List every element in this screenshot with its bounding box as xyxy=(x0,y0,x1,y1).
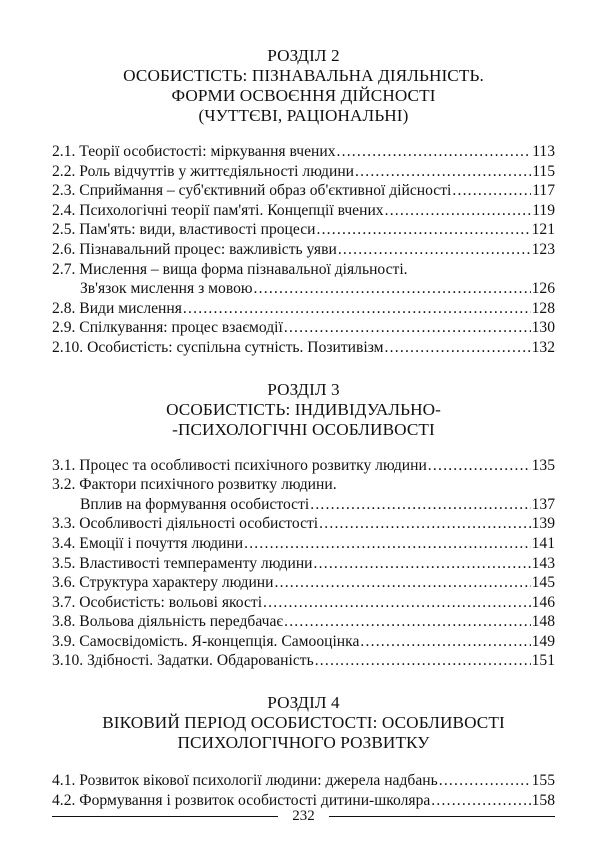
toc-entry-page: 121 xyxy=(531,221,555,239)
toc-entry[interactable] xyxy=(52,475,555,495)
dot-leader xyxy=(319,514,530,534)
toc-entry-page: 143 xyxy=(531,554,555,572)
toc-entry-title: 3.9. Самосвідомість. Я-концепція. Самооцінка xyxy=(52,632,360,650)
toc-entry-title: 4.2. Формування і розвиток особистості дитини-школяра xyxy=(52,791,431,809)
section-title-line: ПСИХОЛОГІЧНОГО РОЗВИТКУ xyxy=(177,733,430,753)
page-footer xyxy=(52,808,555,825)
toc-entry[interactable] xyxy=(52,299,555,319)
toc-entry[interactable] xyxy=(52,162,555,182)
toc-entry-title: Вплив на формування особистості xyxy=(80,495,310,513)
toc-list xyxy=(52,771,555,810)
section-title-line: ОСОБИСТІСТЬ: ПІЗНАВАЛЬНА ДІЯЛЬНІСТЬ. xyxy=(123,66,484,85)
dot-leader xyxy=(439,771,531,791)
toc-entry-title: 3.8. Вольова діяльність передбачає xyxy=(52,613,284,631)
toc-entry-title: 3.7. Особистість: вольові якості xyxy=(52,593,263,611)
toc-list xyxy=(52,456,555,672)
toc-entry-title: 2.6. Пізнавальний процес: важливість уяви xyxy=(52,240,337,258)
toc-entry-page: 135 xyxy=(531,456,555,474)
toc-entry[interactable] xyxy=(52,573,555,593)
dot-leader xyxy=(385,338,531,358)
toc-entry-page: 115 xyxy=(532,162,555,180)
toc-entry-title: 2.2. Роль відчуттів у життєдіяльності людини xyxy=(52,162,355,180)
section-number: РОЗДІЛ 2 xyxy=(267,46,340,65)
toc-entry-title: 3.1. Процес та особливості психічного розвитку людини xyxy=(52,456,427,474)
dot-leader xyxy=(337,142,532,162)
section-number: РОЗДІЛ 3 xyxy=(267,379,340,399)
toc-entry-title: 2.3. Сприймання – суб'єктивний образ об'єктивної дійсності xyxy=(52,182,452,200)
toc-entry-page: 149 xyxy=(531,632,555,650)
toc-entry-page: 113 xyxy=(532,143,555,160)
section-heading xyxy=(52,46,555,126)
section-title-line: ВІКОВИЙ ПЕРІОД ОСОБИСТОСТІ: ОСОБЛИВОСТІ xyxy=(102,713,505,733)
section-heading xyxy=(52,693,555,753)
toc-entry-continuation[interactable] xyxy=(52,279,555,299)
toc-entry-title: 2.5. Пам'ять: види, властивості процеси xyxy=(52,221,316,239)
dot-leader xyxy=(452,181,531,201)
toc-entry-page: 137 xyxy=(531,495,555,513)
section-title-line: -ПСИХОЛОГІЧНІ ОСОБЛИВОСТІ xyxy=(172,419,435,439)
toc-entry-page: 148 xyxy=(531,613,555,631)
toc-entry-title: 2.8. Види мислення xyxy=(52,299,182,317)
toc-entry-page: 132 xyxy=(531,338,555,356)
toc-entry-title: 2.4. Психологічні теорії пам'яті. Концепції вчених xyxy=(52,201,384,219)
toc-entry-page: 117 xyxy=(532,182,555,200)
toc-entry[interactable] xyxy=(52,632,555,652)
toc-entry-page: 128 xyxy=(531,299,555,317)
dot-leader xyxy=(254,279,531,299)
dot-leader xyxy=(385,201,532,221)
toc-entry-continuation[interactable] xyxy=(52,495,555,515)
section-title-line: ОСОБИСТІСТЬ: ІНДИВІДУАЛЬНО- xyxy=(166,399,441,419)
dot-leader xyxy=(316,220,530,240)
page-number: 232 xyxy=(292,808,315,824)
toc-entry[interactable] xyxy=(52,338,555,358)
toc-list xyxy=(52,142,555,358)
toc-entry[interactable] xyxy=(52,771,555,791)
section-2 xyxy=(52,0,555,358)
dot-leader xyxy=(284,318,531,338)
toc-entry-title: 2.7. Мислення – вища форма пізнавальної діяльності. xyxy=(52,260,408,278)
dot-leader xyxy=(360,632,530,652)
dot-leader xyxy=(244,534,531,554)
toc-entry-page: 141 xyxy=(531,534,555,552)
toc-entry-page: 126 xyxy=(531,280,555,298)
toc-entry[interactable] xyxy=(52,593,555,613)
toc-entry-title: 2.10. Особистість: суспільна сутність. Позитивізм xyxy=(52,338,384,356)
toc-entry[interactable] xyxy=(52,181,555,201)
toc-entry-title: 2.9. Спілкування: процес взаємодії xyxy=(52,319,283,337)
toc-entry-page: 155 xyxy=(531,772,555,790)
toc-entry-title: Зв'язок мислення з мовою xyxy=(80,280,253,298)
footer-rule-right xyxy=(329,816,555,817)
toc-entry-page: 123 xyxy=(531,240,555,258)
section-title-line: ФОРМИ ОСВОЄННЯ ДІЙСНОСТІ xyxy=(171,86,436,105)
toc-entry[interactable] xyxy=(52,456,555,476)
toc-entry-page: 145 xyxy=(531,574,555,592)
dot-leader xyxy=(310,495,530,515)
toc-entry-page: 158 xyxy=(531,791,555,809)
dot-leader xyxy=(263,593,531,613)
section-3 xyxy=(52,380,555,672)
toc-entry-page: 130 xyxy=(531,319,555,337)
toc-entry[interactable] xyxy=(52,260,555,280)
toc-entry-title: 3.3. Особливості діяльності особистості xyxy=(52,515,319,533)
dot-leader xyxy=(314,554,531,574)
toc-entry[interactable] xyxy=(52,240,555,260)
dot-leader xyxy=(315,651,531,671)
dot-leader xyxy=(428,456,531,476)
toc-entry[interactable] xyxy=(52,318,555,338)
toc-entry[interactable] xyxy=(52,612,555,632)
footer-rule-left xyxy=(52,816,278,817)
section-title-line: (ЧУТТЄВІ, РАЦІОНАЛЬНІ) xyxy=(198,106,409,125)
dot-leader xyxy=(275,573,531,593)
toc-entry-page: 139 xyxy=(531,515,555,533)
toc-entry[interactable] xyxy=(52,651,555,671)
section-heading xyxy=(52,380,555,440)
toc-entry-page: 151 xyxy=(531,652,555,670)
toc-entry-title: 3.2. Фактори психічного розвитку людини. xyxy=(52,476,337,494)
dot-leader xyxy=(284,612,531,632)
section-4 xyxy=(52,693,555,810)
toc-entry-title: 3.4. Емоції і почуття людини xyxy=(52,534,244,552)
dot-leader xyxy=(183,299,531,319)
toc-entry-title: 2.1. Теорії особистості: міркування вчених xyxy=(52,143,336,160)
toc-entry-page: 146 xyxy=(531,593,555,611)
section-number: РОЗДІЛ 4 xyxy=(267,693,340,713)
toc-entry-page: 119 xyxy=(532,201,555,219)
toc-entry[interactable] xyxy=(52,514,555,534)
toc-entry[interactable] xyxy=(52,554,555,574)
toc-entry[interactable] xyxy=(52,142,555,162)
toc-entry-title: 4.1. Розвиток вікової психології людини: джерела надбань xyxy=(52,772,438,790)
toc-entry-title: 3.6. Структура характеру людини xyxy=(52,574,274,592)
toc-entry-title: 3.10. Здібності. Задатки. Обдарованість xyxy=(52,652,314,670)
dot-leader xyxy=(355,162,531,182)
toc-entry[interactable] xyxy=(52,534,555,554)
dot-leader xyxy=(338,240,531,260)
toc-entry[interactable] xyxy=(52,201,555,221)
toc-entry[interactable] xyxy=(52,220,555,240)
toc-entry-title: 3.5. Властивості темпераменту людини xyxy=(52,554,313,572)
